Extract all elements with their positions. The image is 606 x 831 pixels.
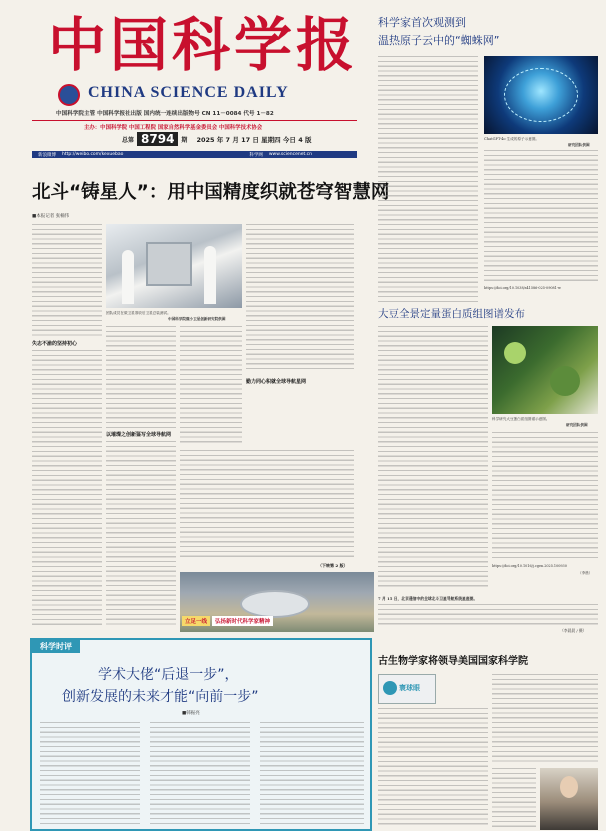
column-box — [30, 638, 372, 831]
column-text-3 — [260, 722, 364, 827]
masthead-rule — [32, 120, 357, 121]
sciencenet-link[interactable]: www.sciencenet.cn — [268, 152, 312, 157]
banner-tag — [182, 616, 273, 626]
right1-text-col2 — [484, 150, 598, 284]
lead-col1-text2 — [32, 350, 102, 628]
right1-photo — [484, 56, 598, 134]
right2-author: （李晨） — [578, 571, 593, 575]
right2-headline: 大豆全景定量蛋白质组图谱发布 — [378, 308, 525, 320]
right1-credit: 研究团队供图 — [568, 143, 590, 147]
column-headline-1: 学术大佬“后退一步”， — [98, 667, 239, 683]
lead-photo-credit: 中国科学院微小卫星创新研究院供图 — [168, 317, 226, 321]
right1-link[interactable]: https://doi.org/10.1038/s41586-025-09081-w — [484, 286, 561, 290]
weibo-label: 新浪微博 — [38, 152, 56, 158]
lead-continued: （下转第 2 版） — [318, 563, 348, 568]
masthead-english: CHINA SCIENCE DAILY — [88, 84, 289, 101]
global-headline: 古生物学家将领导美国国家科学院 — [378, 656, 528, 667]
lead-sub2: 以璀璨之创新鉴写全球导航网 — [106, 432, 172, 438]
bottom-photo-text — [378, 604, 598, 628]
column-tag: 科学时评 — [32, 640, 80, 653]
right2-caption: 科学研究大豆蛋白质组图谱示意图。 — [492, 417, 550, 421]
lead-col1-text — [32, 224, 102, 336]
issue-suffix: 期 — [181, 136, 188, 144]
lead-sub3: 勤力同心积就全球导航星网 — [246, 379, 307, 385]
right2-link[interactable]: https://doi.org/10.1016/j.cgen.2025.100930 — [492, 564, 567, 568]
sciencenet-label: 科学网 — [249, 152, 263, 158]
masthead-logo-icon — [58, 84, 80, 106]
issue-number: 8794 — [137, 132, 178, 146]
bottom-photo-caption: 7 月 15 日，北京通信中的全球北斗卫星导航系统星座图。 — [378, 596, 478, 601]
right1-headline-1: 科学家首次观测到 — [378, 16, 466, 29]
lead-photo-caption: 团队成员在做卫星准收后卫星总装测试。 — [106, 311, 171, 315]
globe-icon — [383, 681, 397, 695]
weibo-link[interactable]: http://weibo.com/kexuebao — [62, 152, 124, 157]
lead-col3-text2 — [180, 450, 354, 560]
lead-sub1: 失志不渝的坚持初心 — [32, 341, 78, 347]
issue-date: 2025 年 7 月 17 日 星期四 今日 4 版 — [196, 135, 312, 144]
lead-byline: ■本报记者 张楠伟 — [32, 214, 70, 219]
masthead-sponsors: 中国科学院主管 中国科学报社出版 国内统一连续出版物号 CN 11－0084 代号 1－82 — [56, 111, 274, 117]
masthead-hosts: 主办：中国科学院 中国工程院 国家自然科学基金委员会 中国科学技术协会 — [84, 125, 263, 131]
lead-photo — [106, 224, 242, 308]
global-tag-label: 寰球眼 — [399, 684, 420, 692]
banner-label-1: 立足一线 — [182, 616, 210, 626]
global-text-col1 — [378, 708, 488, 828]
column-byline: ■韩振亮 — [182, 711, 200, 716]
masthead-title: 中国科学报 — [48, 11, 359, 79]
global-text-col2 — [492, 674, 598, 764]
column-text-2 — [150, 722, 250, 827]
right1-caption: ChatGPT-4o 生成的原子示意图。 — [484, 137, 540, 141]
global-text-col3 — [492, 768, 536, 828]
banner-label-2: 弘扬新时代科学家精神 — [212, 616, 273, 626]
right1-text-col1 — [378, 56, 478, 302]
lead-headline: 北斗“铸星人”：用中国精度织就苍穹智慧网 — [32, 182, 390, 203]
global-photo — [540, 768, 598, 830]
global-tag — [378, 674, 436, 704]
right1-headline-2: 温热原子云中的“蜘蛛网” — [378, 34, 500, 47]
right2-text-col2 — [492, 432, 598, 560]
column-text-1 — [40, 722, 140, 827]
bottom-photo — [180, 572, 374, 632]
right2-credit: 研究团队供图 — [566, 423, 588, 427]
lead-col2-text2 — [106, 441, 176, 628]
lead-col3-text — [246, 224, 354, 370]
site-bar — [32, 151, 357, 158]
issue-block — [122, 132, 312, 146]
masthead — [0, 0, 370, 160]
lead-col3-mid — [180, 326, 242, 446]
issue-prefix: 总第 — [122, 136, 135, 144]
right2-text-col1 — [378, 326, 488, 588]
column-headline-2: 创新发展的未来才能“向前一步” — [62, 689, 259, 705]
lead-col2-text — [106, 326, 176, 428]
bottom-photo-credit: （李晨晨 / 摄） — [560, 628, 587, 633]
right2-photo — [492, 326, 598, 414]
